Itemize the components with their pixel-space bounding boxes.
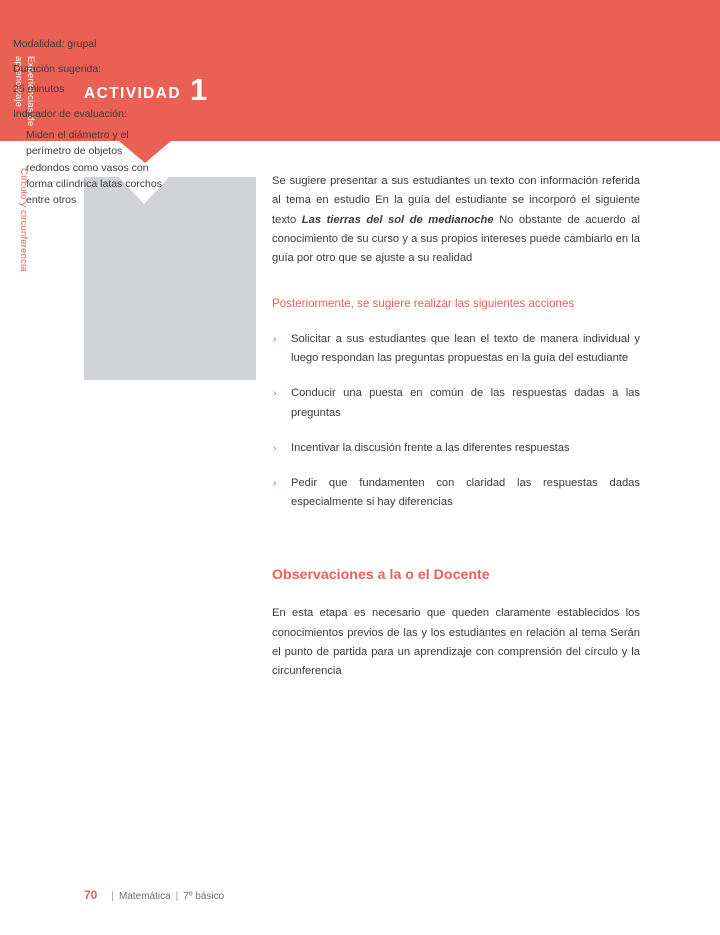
footer-separator-1: | [111, 891, 114, 902]
duration-label: Duración sugerida: [13, 63, 102, 75]
list-item [272, 474, 640, 513]
chevron-right-icon: › [273, 441, 277, 454]
actions-list [272, 330, 640, 513]
chevron-right-icon: › [13, 129, 17, 140]
intro-emphasis-title: Las tierras del sol de medianoche [301, 213, 494, 226]
footer-page-number: 70 [84, 888, 98, 902]
list-item [272, 330, 640, 369]
duration-value: 25 minutos [13, 83, 65, 95]
list-item-label: Solicitar a sus estudiantes que lean el texto de manera individual y luego respondan las preguntas propuestas en la guía del estudiante [291, 332, 640, 364]
chevron-right-icon: › [273, 477, 277, 490]
list-item-label: Miden el diámetro y el perímetro de objetos redondos como vasos con forma cilíndrica latas corchos entre otros [26, 129, 162, 207]
sidebar-label-experiencias: Experiencias de aprendizaje [13, 56, 36, 127]
indicator-list [13, 127, 163, 208]
main-content [272, 172, 640, 682]
intro-paragraph [272, 172, 640, 268]
indicator-label: Indicador de evaluación: [13, 108, 127, 120]
intro-part-2: No obstante de acuerdo al conocimiento de su curso y a sus propios intereses puede cambiarlo en la guía por otro que se ajuste a su realidad [272, 213, 640, 265]
observations-heading: Observaciones a la o el Docente [272, 566, 490, 583]
list-item [13, 127, 163, 208]
activity-number: 1 [189, 72, 208, 107]
footer-separator-2: | [175, 891, 179, 902]
chevron-right-icon: › [273, 332, 277, 345]
page-footer [84, 888, 224, 902]
footer-subject: Matemática [118, 891, 171, 902]
intro-part-1: Se sugiere presentar a sus estudiantes un texto con información referida al tema en estudio En la guía del estudiante se incorporó el siguiente texto [272, 175, 640, 226]
chevron-right-icon: › [273, 387, 277, 400]
actions-subheading: Posteriormente, se sugiere realizar las siguientes acciones [272, 297, 575, 311]
list-item-label: Pedir que fundamenten con claridad las respuestas dadas especialmente si hay diferencias [291, 477, 640, 509]
list-item [272, 439, 640, 458]
list-item [272, 384, 640, 423]
activity-label: ACTIVIDAD [84, 85, 181, 102]
activity-info-content [13, 36, 163, 208]
list-item-label: Incentivar la discusión frente a las diferentes respuestas [291, 441, 570, 454]
sidebar-label-circulo: Círculo y circunferencia [18, 168, 29, 272]
footer-grade: 7º básico [183, 891, 225, 902]
list-item-label: Conducir una puesta en común de las respuestas dadas a las preguntas [291, 387, 640, 419]
observations-paragraph: En esta etapa es necesario que queden claramente establecidos los conocimientos previos de las y los estudiantes en relación al tema Serán el punto de partida para un aprendizaje con comprensión del círculo y la circunferencia [272, 607, 640, 678]
modality-text: Modalidad: grupal [13, 38, 97, 50]
